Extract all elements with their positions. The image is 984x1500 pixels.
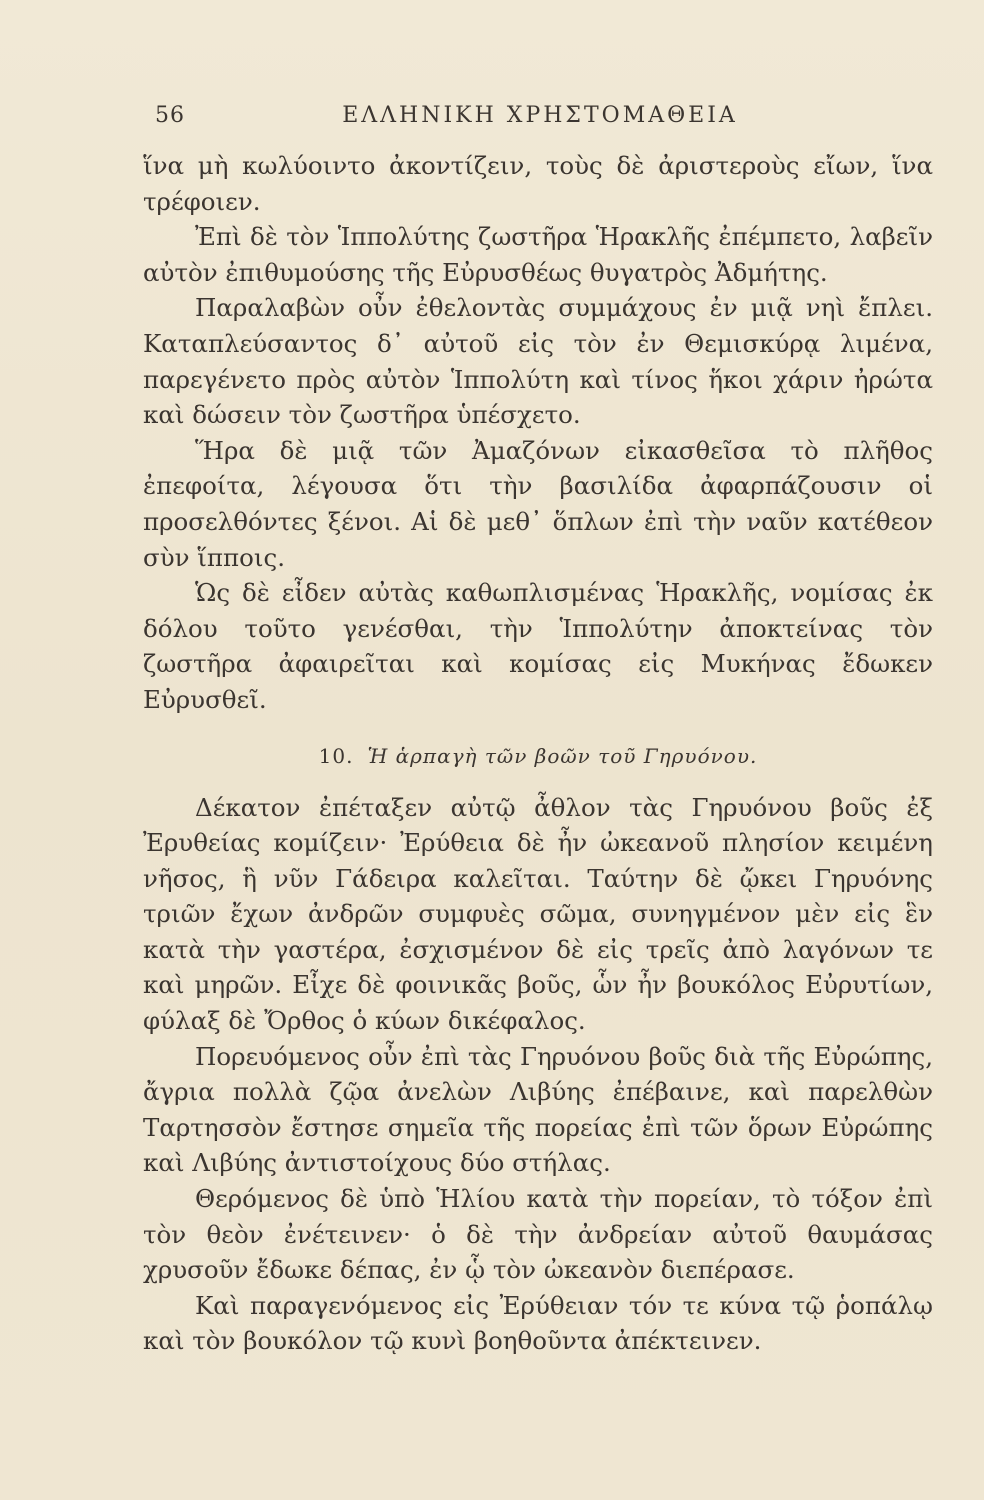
paragraph: Θερόμενος δὲ ὑπὸ Ἡλίου κατὰ τὴν πορείαν, τὸ τόξον ἐπὶ τὸν θεὸν ἐνέτεινεν· ὁ δὲ τὴν ἀνδρείαν αὐτοῦ θαυμάσας χρυσοῦν ἔδωκε δέπας, ἐν ᾧ τὸν ὠκεανὸν διεπέρασε. xyxy=(143,1184,933,1285)
page-header xyxy=(155,103,925,143)
paragraph: Καὶ παραγενόμενος εἰς Ἐρύθειαν τόν τε κύνα τῷ ῥοπάλῳ καὶ τὸν βουκόλον τῷ κυνὶ βοηθοῦντα ἀπέκτεινεν. xyxy=(143,1290,933,1356)
paragraph: Παραλαβὼν οὖν ἐθελοντὰς συμμάχους ἐν μιᾷ νηὶ ἔπλει. Καταπλεύσαντος δ᾽ αὐτοῦ εἰς τὸν ἐν Θεμισκύρᾳ λιμένα, παρεγένετο πρὸς αὐτὸν Ἱππολύτη καὶ τίνος ἥκοι χάριν ἠρώτα καὶ δώσειν τὸν ζωστῆρα ὑπέσχετο. xyxy=(143,293,933,430)
paragraph: Ὡς δὲ εἶδεν αὐτὰς καθωπλισμένας Ἡρακλῆς, νομίσας ἐκ δόλου τοῦτο γενέσθαι, τὴν Ἱππολύτην ἀποκτείνας τὸν ζωστῆρα ἀφαιρεῖται καὶ κομίσας εἰς Μυκήνας ἔδωκεν Εὐρυσθεῖ. xyxy=(143,578,933,714)
paragraph: Δέκατον ἐπέταξεν αὐτῷ ἆθλον τὰς Γηρυόνου βοῦς ἐξ Ἐρυθείας κομίζειν· Ἐρύθεια δὲ ἦν ὠκεανοῦ πλησίον κειμένη νῆσος, ἣ νῦν Γάδειρα καλεῖται. Ταύτην δὲ ᾤκει Γηρυόνης τριῶν ἔχων ἀνδρῶν συμφυὲς σῶμα, συνηγμένον μὲν εἰς ἓν κατὰ τὴν γαστέρα, ἐσχισμένον δὲ εἰς τρεῖς ἀπὸ λαγόνων τε καὶ μηρῶν. Εἶχε δὲ φοινικᾶς βοῦς, ὧν ἦν βουκόλος Εὐρυτίων, φύλαξ δὲ Ὄρθος ὁ κύων δικέφαλος. xyxy=(143,792,933,1036)
section-title: Ἡ ἁρπαγὴ τῶν βοῶν τοῦ Γηρυόνου. xyxy=(367,743,758,768)
section-heading xyxy=(143,744,933,768)
paragraph: ἵνα μὴ κωλύοιντο ἀκοντίζειν, τοὺς δὲ ἀριστεροὺς εἴων, ἵνα τρέφοιεν. xyxy=(143,151,933,216)
paragraph: Πορευόμενος οὖν ἐπὶ τὰς Γηρυόνου βοῦς διὰ τῆς Εὐρώπης, ἄγρια πολλὰ ζῷα ἀνελὼν Λιβύης ἐπέβαινε, καὶ παρελθὼν Ταρτησσὸν ἔστησε σημεῖα τῆς πορείας ἐπὶ τῶν ὅρων Εὐρώπης καὶ Λιβύης ἀντιστοίχους δύο στήλας. xyxy=(143,1041,933,1178)
page-number: 56 xyxy=(155,103,185,128)
paragraph: Ἥρα δὲ μιᾷ τῶν Ἀμαζόνων εἰκασθεῖσα τὸ πλῆθος ἐπεφοίτα, λέγουσα ὅτι τὴν βασιλίδα ἀφαρπάζουσιν οἱ προσελθόντες ξένοι. Αἱ δὲ μεθ᾽ ὅπλων ἐπὶ τὴν ναῦν κατέθεον σὺν ἵπποις. xyxy=(143,435,933,572)
running-title: ΕΛΛΗΝΙΚΗ ΧΡΗΣΤΟΜΑΘΕΙΑ xyxy=(342,103,738,128)
body-text xyxy=(143,148,933,1359)
paragraph: Ἐπὶ δὲ τὸν Ἱππολύτης ζωστῆρα Ἡρακλῆς ἐπέμπετο, λαβεῖν αὐτὸν ἐπιθυμούσης τῆς Εὐρυσθέως θυγατρὸς Ἀδμήτης. xyxy=(143,222,933,287)
section-number: 10. xyxy=(318,743,354,768)
